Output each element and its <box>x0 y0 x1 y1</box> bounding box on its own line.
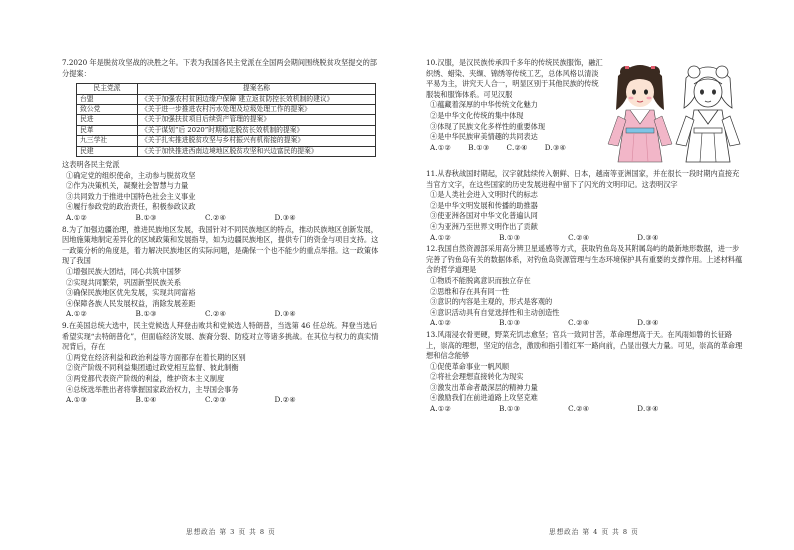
question-13 <box>426 330 744 415</box>
answer-choices <box>62 309 382 320</box>
question-8 <box>62 225 382 320</box>
question-9 <box>62 321 382 406</box>
answer-a: A.①② <box>430 404 452 414</box>
answer-c: C.②④ <box>506 142 528 152</box>
left-page <box>62 58 382 406</box>
table-header: 民主党派 <box>77 84 138 94</box>
question-stem: 12.我国自然资源部采用高分辨卫星遥感等方式，获取钓鱼岛及其附属岛屿的最新地形数据，进一步完善了钓鱼岛有关的数据体系，对钓鱼岛资源管理与生态环境保护具有重要的支撑作用。上述材料蕴含的哲学道理是 <box>426 244 743 275</box>
answer-d: D.②④ <box>274 395 297 405</box>
option: ③意识的内容是主观的，形式是客观的 <box>430 297 553 307</box>
option: ③激发出革命者最深层的精神力量 <box>430 382 538 392</box>
option: ④激励我们在前进道路上攻坚克难 <box>430 393 538 403</box>
table-row <box>77 125 376 135</box>
answer-b: B.①③ <box>135 213 157 222</box>
option: ①增强民族大团结，同心共筑中国梦 <box>66 266 182 276</box>
answer-c: C.②④ <box>205 309 227 319</box>
option: ④履行参政党的政治责任，积极参政议政 <box>66 202 196 212</box>
table-header-row <box>77 84 376 94</box>
option: ④保障各族人民发展权益，消除发展差距 <box>66 298 196 308</box>
answer-b: B.①③ <box>135 309 157 319</box>
table-cell: 《关于加强农村贫困边缘户保障 建立返贫防控长效机制的建议》 <box>138 94 376 104</box>
option: ①两党在经济利益和政治利益等方面都存在着长期的区别 <box>66 352 246 362</box>
option: ④总统选举胜出者将掌握国家政治权力，主导国会事务 <box>66 384 239 394</box>
table-cell: 《关于进一步推进农村污水处理及垃圾处理工作的提案》 <box>138 105 376 115</box>
answer-choices <box>426 318 744 329</box>
answer-c: C.②④ <box>568 232 590 242</box>
right-page <box>426 58 744 415</box>
question-10 <box>426 58 744 168</box>
hanfu-girl-outline <box>676 66 740 162</box>
table-cell: 《关于加强扶贫项目后续资产管理的提案》 <box>138 115 376 125</box>
option: ③体现了民族文化多样性的重要体现 <box>430 121 546 131</box>
answer-d: D.③④ <box>544 142 567 152</box>
option: ②实现共同繁荣，巩固新型民族关系 <box>66 277 182 287</box>
question-stem: 8.为了加强边疆治理，推进民族地区发展，我国针对不同民族地区的特点，推动民族地区创新发展，因地施策地制定差异化的区域政策和发展指导，如为边疆民族地区，提供专门的资金与项目支持。这一政策分析的角度是，着力解决民族地区的实际问题，是确保一个也不能少的重点举措。这一政策体现了我国 <box>62 224 379 266</box>
option: ③使亚洲各国对中华文化普遍认同 <box>430 211 538 221</box>
answer-b: B.①④ <box>135 395 157 405</box>
hanfu-girl-colored <box>608 65 672 162</box>
table-row <box>77 136 376 146</box>
option: ②将社会理想直接转化为现实 <box>430 372 524 382</box>
answer-a: A.①② <box>430 318 452 328</box>
option: ④为亚洲乃至世界文明作出了贡献 <box>430 221 538 231</box>
table-row <box>77 115 376 125</box>
answer-d: D.③④ <box>637 404 659 414</box>
table-cell: 民进 <box>77 115 138 125</box>
question-stem: 13.风雨浸衣骨更硬，野菜充饥志愈坚；官兵一致同甘苦，革命理想高于天。在风雨如磐的长征路上，崇高的理想，坚定的信念，激励和指引着红军一路向前，凸显出强大力量。可见，崇高的革命理想和信念能够 <box>426 329 743 361</box>
answer-a: A.①② <box>66 213 88 222</box>
table-row <box>77 105 376 115</box>
page-footer-right: 思想政治 第 4 页 共 8 页 <box>549 528 639 536</box>
answer-d: D.③④ <box>274 213 297 222</box>
option: ②是中华文明发展和传播的助推器 <box>430 200 538 210</box>
answer-choices <box>62 395 382 406</box>
question-7 <box>62 58 382 224</box>
question-stem: 11.从春秋战国时期起，汉字就陆续传入朝鲜、日本，越南等亚洲国家，并在很长一段时期内直接充当官方文字，在这些国家的历史发展进程中留下了闪光的文明印记。这表明汉字 <box>426 169 740 189</box>
hanfu-figures-image <box>604 58 744 168</box>
answer-b: B.①③ <box>499 404 521 414</box>
proposal-table <box>76 83 376 157</box>
option: ①促使革命事业一帆风顺 <box>430 361 510 371</box>
page-footer-left: 思想政治 第 3 页 共 8 页 <box>186 528 276 536</box>
answer-b: B.①③ <box>468 142 490 152</box>
option: ①是人类社会进入文明时代的标志 <box>430 190 538 200</box>
option: ②资产阶级不同利益集团通过政党相互监督、彼此制衡 <box>66 363 239 373</box>
table-row <box>77 94 376 104</box>
option: ③确保民族地区优先发展，实现共同富裕 <box>66 288 196 298</box>
table-row <box>77 146 376 156</box>
option: ①确定党的组织使命，主动参与脱贫攻坚 <box>66 170 196 180</box>
hanfu-illustration <box>604 58 744 168</box>
option: ①蕴藏着深厚的中华传统文化魅力 <box>430 100 538 110</box>
table-cell: 《关于谋划“后 2020”时期稳定脱贫长效机制的提案》 <box>138 125 376 135</box>
question-stem: 7.2020 年是脱贫攻坚战的决胜之年。下表为我国各民主党派在全国两会期间围绕脱贫攻坚提交的部分提案： <box>62 58 377 78</box>
answer-c: C.②③ <box>205 395 227 405</box>
answer-a: A.①③ <box>66 395 88 405</box>
answer-c: C.②④ <box>568 404 590 414</box>
option: ③共同致力于推进中国特色社会主义事业 <box>66 191 196 201</box>
question-stem: 10.汉服，是汉民族传承四千多年的传统民族服饰，融汇织绣、蜡染、夹缬、锦绣等传统工艺，总体风格以清淡平易为主，讲究天人合一，明显区别于其他民族的传统服装和服饰体系。可见汉服 <box>426 58 603 99</box>
table-cell: 《关于扎实推进脱贫攻坚与乡村振兴有机衔接的提案》 <box>138 136 376 146</box>
option: ②思维和存在具有同一性 <box>430 286 510 296</box>
table-cell: 《关于加快推进西南边境地区脱贫攻坚和兴边富民的提案》 <box>138 146 376 156</box>
option: ④是中华民族审美情趣的共同表达 <box>430 132 538 142</box>
answer-choices <box>62 213 382 224</box>
question-stem: 9.在美国总统大选中，民主党候选人拜登击败共和党候选人特朗普，当选第 46 任总统。拜登当选后希望实现“去特朗普化”，但面临经济发展、族裔分裂、防疫对立等诸多挑战。在其位与权力的真实情况背后，存在 <box>62 320 379 352</box>
answer-choices <box>426 404 744 415</box>
option: ④意识活动具有自觉选择性和主动创造性 <box>430 307 560 317</box>
table-cell: 民革 <box>77 125 138 135</box>
answer-c: C.②④ <box>568 318 590 328</box>
answer-b: B.①③ <box>499 232 521 242</box>
answer-d: D.③④ <box>637 318 659 328</box>
answer-d: D.③④ <box>274 309 297 319</box>
table-cell: 民建 <box>77 146 138 156</box>
table-header: 提案名称 <box>138 84 376 94</box>
answer-b: B.①③ <box>499 318 521 328</box>
question-lead: 这表明各民主党派 <box>62 160 120 170</box>
answer-a: A.①② <box>430 142 452 152</box>
question-11 <box>426 169 744 243</box>
option: ②作为决策机关，凝聚社会智慧与力量 <box>66 181 189 191</box>
answer-c: C.②④ <box>205 213 227 222</box>
option: ③两党都代表资产阶级的利益，维护资本主义制度 <box>66 373 225 383</box>
answer-choices <box>426 143 604 154</box>
table-cell: 致公党 <box>77 105 138 115</box>
option: ①物质不能脱离意识而独立存在 <box>430 275 531 285</box>
answer-a: A.①② <box>430 232 452 242</box>
option: ②是中华文化传统的集中体现 <box>430 110 524 120</box>
question-12 <box>426 244 744 329</box>
table-cell: 台盟 <box>77 94 138 104</box>
answer-a: A.①② <box>66 309 88 319</box>
table-cell: 九三学社 <box>77 136 138 146</box>
answer-d: D.③④ <box>637 232 659 242</box>
answer-choices <box>426 233 744 244</box>
